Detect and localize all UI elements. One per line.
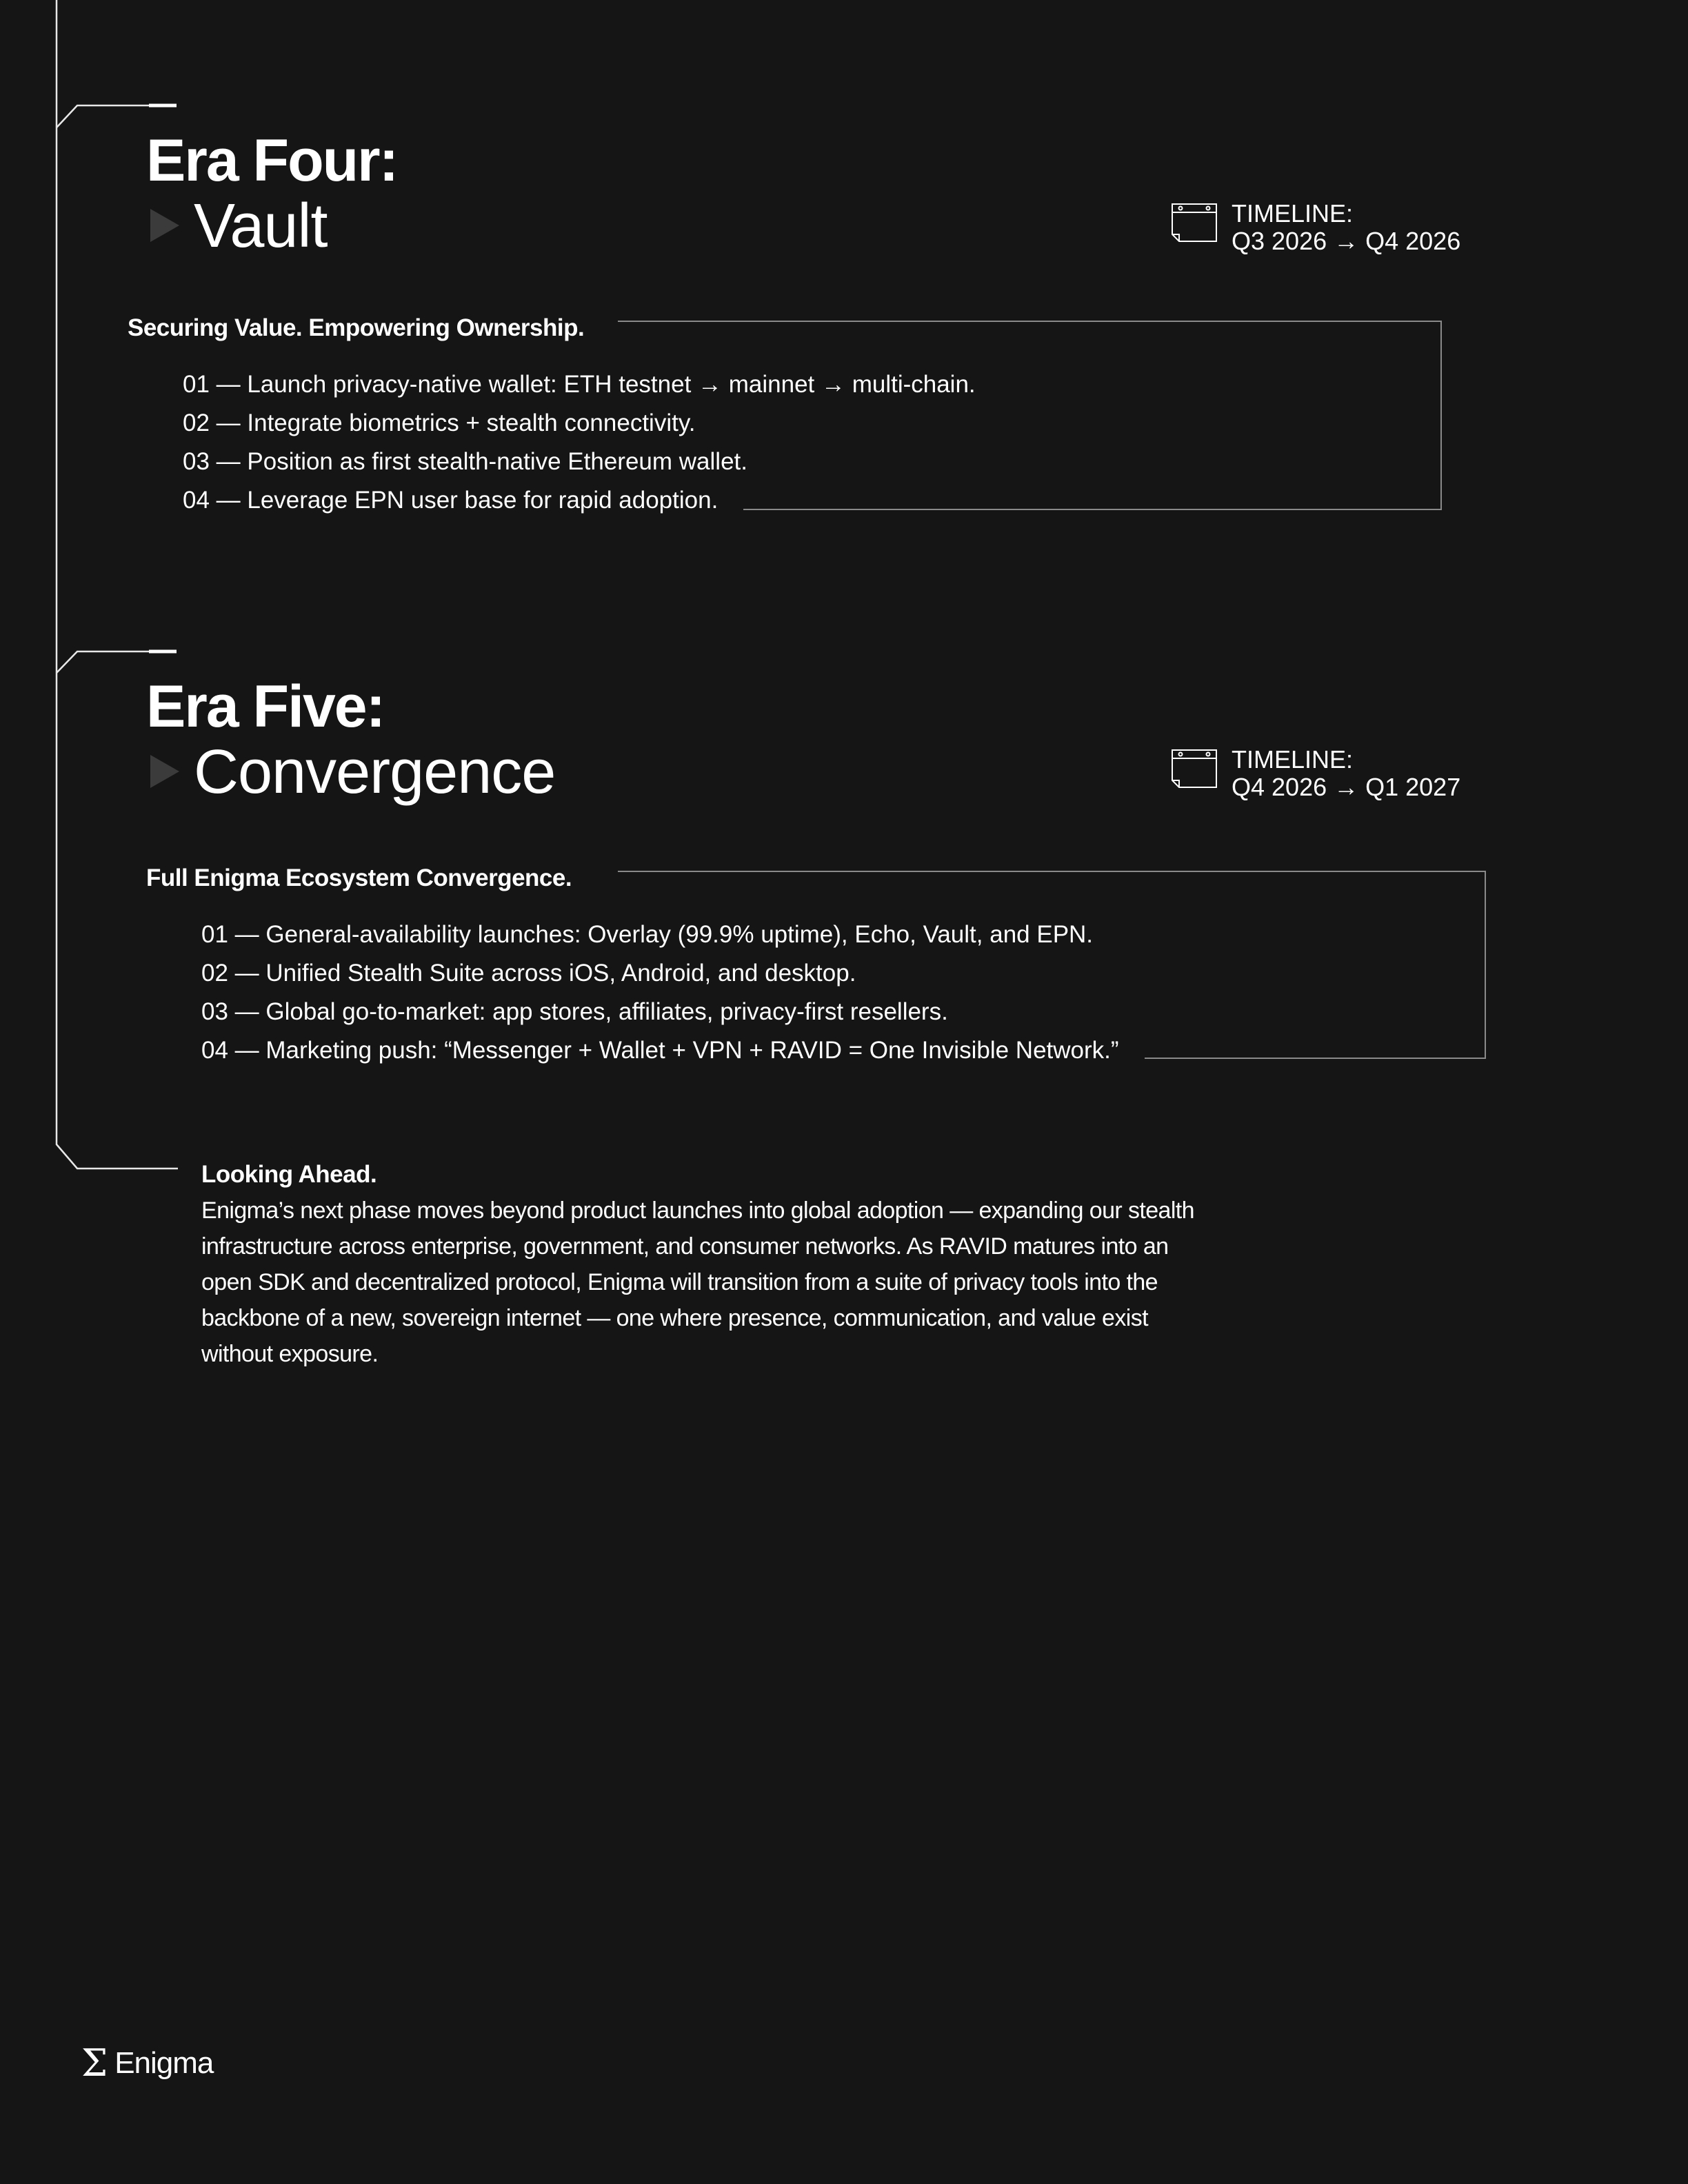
era-four-list (183, 365, 976, 520)
sigma-logo-icon: Σ (81, 2041, 108, 2085)
list-item: 02 — Integrate biometrics + stealth connectivity. (183, 410, 696, 436)
play-triangle-icon (150, 209, 179, 242)
era-five-timeline-label: TIMELINE: (1232, 745, 1354, 774)
brand-name: Enigma (114, 2046, 214, 2080)
list-item: 03 — Position as first stealth-native Ethereum wallet. (183, 448, 747, 475)
era-five-list (201, 916, 1119, 1070)
era-four-timeline-range: Q3 2026 → Q4 2026 (1232, 227, 1461, 255)
list-item: 04 — Marketing push: “Messenger + Wallet + VPN + RAVID = One Invisible Network.” (201, 1037, 1119, 1064)
era-four-timeline-label: TIMELINE: (1232, 199, 1354, 228)
calendar-icon (1171, 203, 1218, 243)
list-item: 01 — General-availability launches: Overlay (99.9% uptime), Echo, Vault, and EPN. (201, 921, 1094, 948)
list-item: 02 — Unified Stealth Suite across iOS, Android, and desktop. (201, 960, 856, 987)
calendar-icon (1171, 749, 1218, 789)
list-item: 03 — Global go-to-market: app stores, affiliates, privacy-first resellers. (201, 998, 948, 1025)
era-five-tagline: Full Enigma Ecosystem Convergence. (146, 865, 572, 891)
era-four-tagline: Securing Value. Empowering Ownership. (128, 314, 585, 341)
era-five-timeline-range: Q4 2026 → Q1 2027 (1232, 773, 1461, 801)
list-item: 01 — Launch privacy-native wallet: ETH testnet → mainnet → multi-chain. (183, 371, 976, 398)
era-four-connector (57, 105, 149, 128)
era-five-title: Era Five: (146, 674, 385, 740)
list-item: 04 — Leverage EPN user base for rapid adoption. (183, 487, 719, 514)
play-triangle-icon (150, 755, 179, 788)
brand-logo (81, 2041, 214, 2085)
looking-ahead-body: Enigma’s next phase moves beyond product launches into global adoption — expanding our stealth infrastructure across enterprise, government, and consumer networks. As RAVID matures into an open SDK and decentralized protocol, Enigma will transition from a suite of privacy tools into the backbone of a new, sovereign internet — one where presence, communication, and value exist without exposure. (201, 1197, 1194, 1367)
era-four-title: Era Four: (146, 128, 398, 194)
era-four-name: Vault (194, 192, 328, 261)
era-five-connector (57, 651, 149, 673)
looking-ahead-title: Looking Ahead. (201, 1161, 377, 1188)
era-five-name: Convergence (194, 738, 556, 807)
